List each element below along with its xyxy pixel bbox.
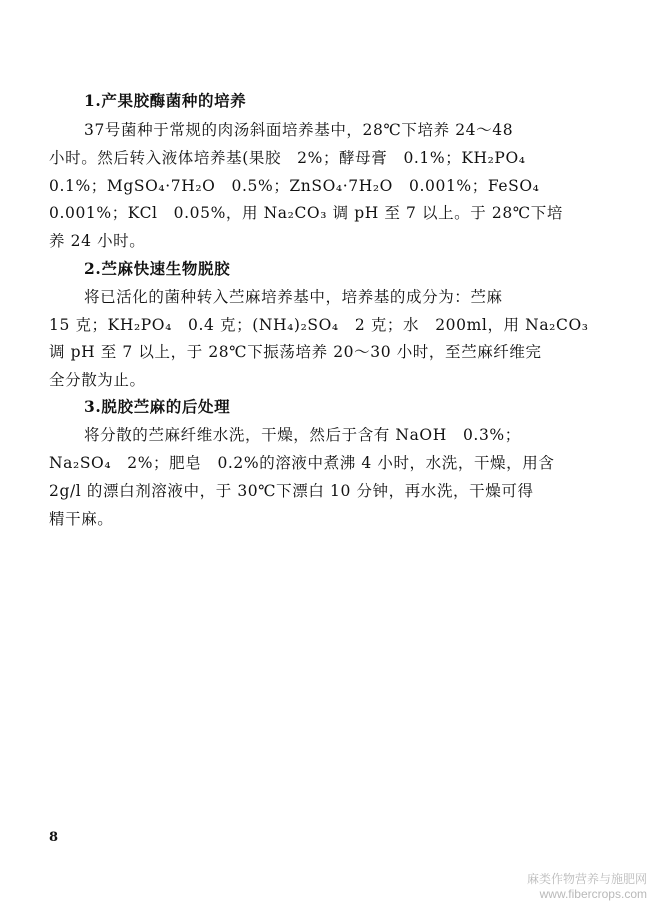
paragraph-line: 小时。然后转入液体培养基(果胶 2%；酵母膏 0.1%；KH₂PO₄ (49, 149, 526, 167)
paragraph-line: 0.1%；MgSO₄·7H₂O 0.5%；ZnSO₄·7H₂O 0.001%；FeSO₄ (49, 177, 540, 195)
page-number: 8 (49, 830, 59, 845)
paragraph-line: 将分散的苎麻纤维水洗，干燥，然后于含有 NaOH 0.3%； (84, 426, 521, 444)
paragraph-line: 2g/l 的漂白剂溶液中，于 30℃下漂白 10 分钟，再水洗，干燥可得 (49, 482, 534, 500)
section-heading-3: 3.脱胶苎麻的后处理 (84, 397, 231, 416)
watermark-url: www.fibercrops.com (539, 887, 647, 901)
paragraph-line: 调 pH 至 7 以上，于 28℃下振荡培养 20～30 小时，至苎麻纤维完 (49, 343, 542, 361)
paragraph-line: 37号菌种于常规的肉汤斜面培养基中，28℃下培养 24～48 (84, 121, 514, 139)
paragraph-line: 精干麻。 (49, 510, 114, 528)
section-heading-1: 1.产果胶酶菌种的培养 (84, 91, 247, 110)
paragraph-line: Na₂SO₄ 2%；肥皂 0.2%的溶液中煮沸 4 小时，水洗，干燥，用含 (49, 454, 555, 472)
paragraph-line: 15 克；KH₂PO₄ 0.4 克；(NH₄)₂SO₄ 2 克；水 200ml，用 Na₂CO₃ (49, 316, 589, 334)
paragraph-line: 养 24 小时。 (49, 232, 146, 250)
paragraph-line: 全分散为止。 (49, 371, 146, 389)
section-heading-2: 2.苎麻快速生物脱胶 (84, 259, 231, 278)
paragraph-line: 将已活化的菌种转入苎麻培养基中，培养基的成分为：苎麻 (84, 288, 503, 306)
paragraph-line: 0.001%；KCl 0.05%，用 Na₂CO₃ 调 pH 至 7 以上。于 28℃下培 (49, 204, 563, 222)
watermark-title: 麻类作物营养与施肥网 (526, 872, 647, 886)
watermark (527, 872, 647, 902)
